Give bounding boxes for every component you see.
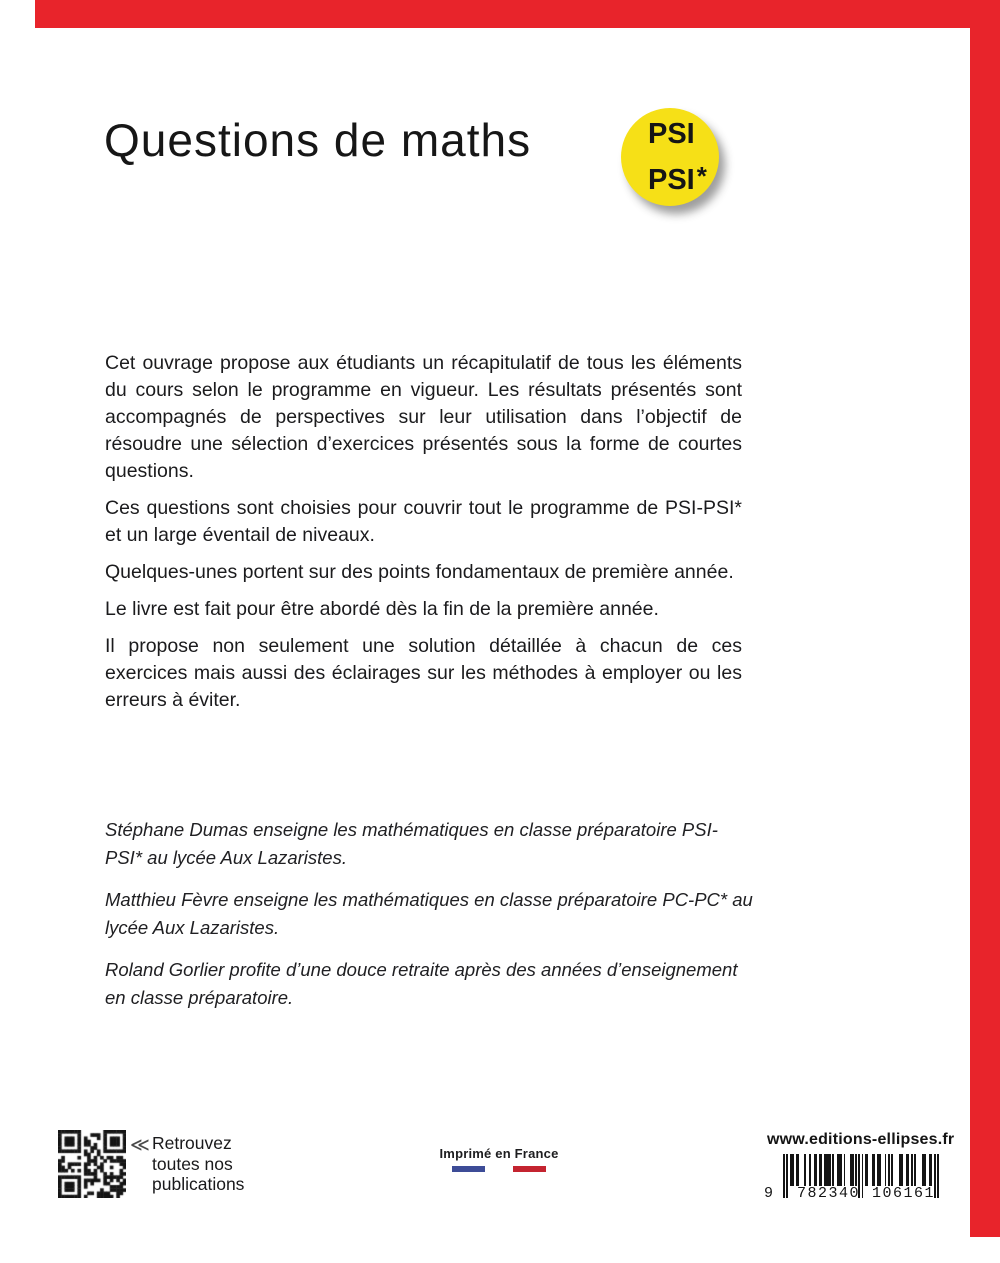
description-paragraph: Cet ouvrage propose aux étudiants un récapitulatif de tous les éléments du cours selon le programme en vigueur. Les résultats présentés sont accompagnés de perspectives sur leur utilisation dans l’objectif de résoudre une sélection d’exercices présentés sous la forme de courtes questions. <box>105 352 742 482</box>
qr-code <box>58 1130 126 1198</box>
badge-line-psi-star: PSI* <box>648 161 707 196</box>
author-bio: Roland Gorlier profite d’une douce retraite après des années d’enseignement en classe préparatoire. <box>105 959 738 1008</box>
french-flag-icon <box>418 1166 580 1172</box>
red-frame-right <box>970 0 1000 1237</box>
asterisk: * <box>696 161 707 191</box>
flag-white-band <box>485 1166 513 1172</box>
qr-caption: Retrouvez toutes nos publications <box>152 1133 245 1194</box>
printed-label: Imprimé en France <box>439 1146 559 1161</box>
printed-in-france <box>418 1146 580 1172</box>
description-paragraph: Quelques-unes portent sur des points fondamentaux de première année. <box>105 561 734 583</box>
badge-line-psi: PSI <box>648 118 695 150</box>
barcode-digits: 106161 <box>872 1185 936 1202</box>
description-block <box>105 350 742 724</box>
chevron-left-icon: ≪ <box>130 1135 150 1156</box>
flag-red-band <box>513 1166 546 1172</box>
author-bio: Stéphane Dumas enseigne les mathématiques en classe préparatoire PSI-PSI* au lycée Aux Lazaristes. <box>105 819 718 868</box>
flag-blue-band <box>452 1166 485 1172</box>
description-paragraph: Le livre est fait pour être abordé dès la fin de la première année. <box>105 598 659 620</box>
author-bio: Matthieu Fèvre enseigne les mathématiques en classe préparatoire PC-PC* au lycée Aux Lazaristes. <box>105 889 753 938</box>
description-paragraph: Ces questions sont choisies pour couvrir tout le programme de PSI-PSI* et un large éventail de niveaux. <box>105 497 742 546</box>
page-title: Questions de maths <box>104 114 532 166</box>
description-paragraph: Il propose non seulement une solution détaillée à chacun de ces exercices mais aussi des éclairages sur les méthodes à employer ou les erreurs à éviter. <box>105 635 742 711</box>
author-bios <box>105 816 753 1026</box>
level-badge <box>621 108 719 206</box>
red-frame-top <box>35 0 1000 28</box>
barcode-digit: 9 <box>764 1185 775 1202</box>
publisher-website: www.editions-ellipses.fr <box>767 1131 955 1148</box>
barcode-digits: 782340 <box>797 1185 861 1202</box>
ean-barcode <box>762 1154 942 1200</box>
